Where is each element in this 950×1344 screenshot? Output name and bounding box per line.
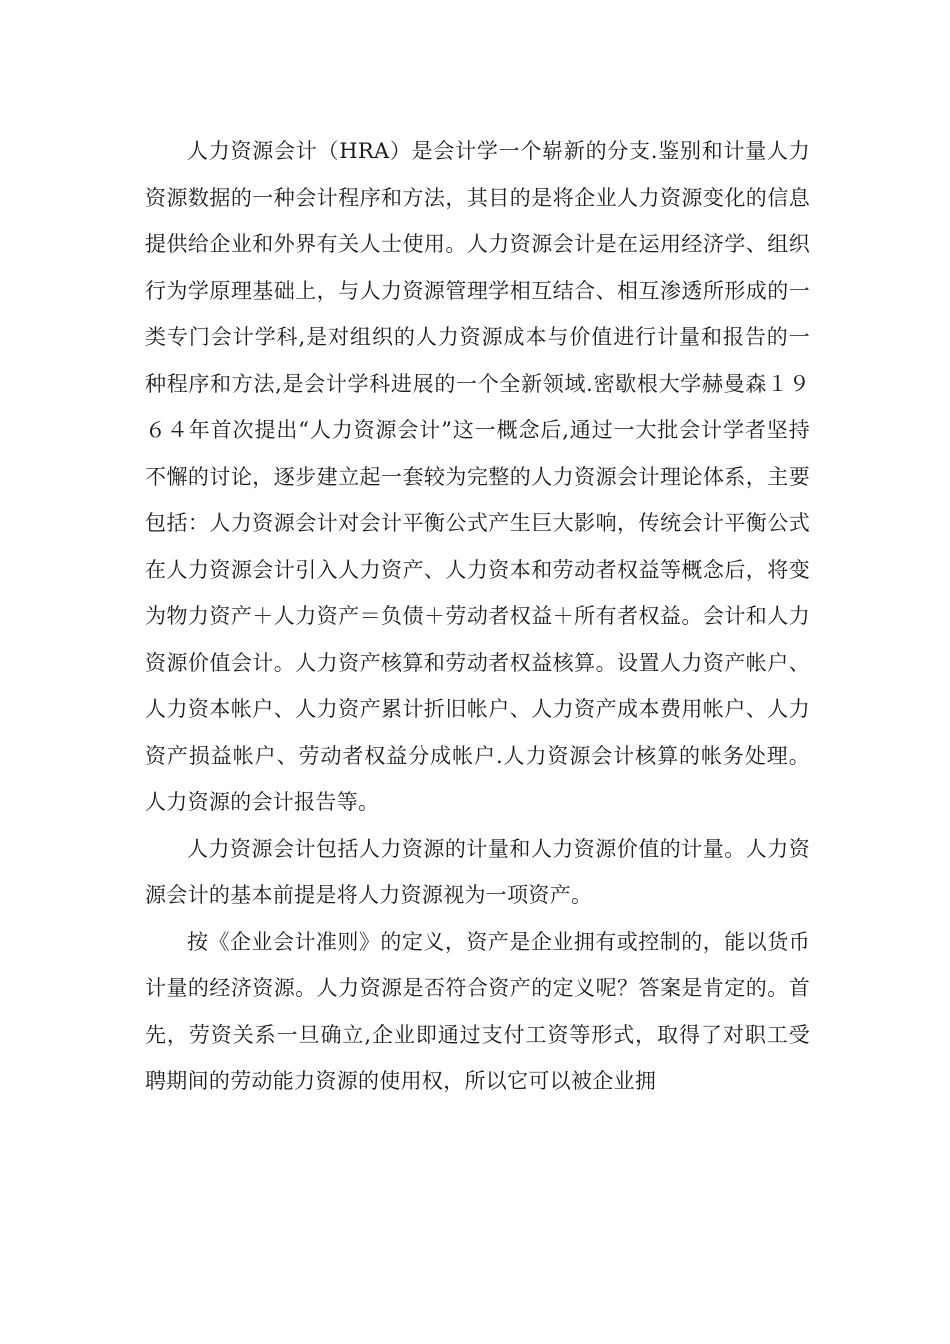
paragraph-hra-scope: 人力资源会计包括人力资源的计量和人力资源价值的计量。人力资源会计的基本前提是将人力资源视为一项资产。 xyxy=(145,836,810,907)
paragraph-hra-definition: 人力资源会计（HRA）是会计学一个崭新的分支.鉴别和计量人力资源数据的一种会计程序和方法，其目的是将企业人力资源变化的信息提供给企业和外界有关人士使用。人力资源会计是在运用经济学、组织行为学原理基础上，与人力资源管理学相互结合、相互渗透所形成的一类专门会计学科,是对组织的人力资源成本与价值进行计量和报告的一种程序和方法,是会计学科进展的一个全新领域.密歇根大学赫曼森１９６４年首次提出“人力资源会计”这一概念后,通过一大批会计学者坚持不懈的讨论，逐步建立起一套较为完整的人力资源会计理论体系，主要包括：人力资源会计对会计平衡公式产生巨大影响，传统会计平衡公式在人力资源会计引入人力资产、人力资本和劳动者权益等概念后，将变为物力资产＋人力资产＝负债＋劳动者权益＋所有者权益。会计和人力资源价值会计。人力资产核算和劳动者权益核算。设置人力资产帐户、人力资本帐户、人力资产累计折旧帐户、人力资产成本费用帐户、人力资产损益帐户、劳动者权益分成帐户.人力资源会计核算的帐务处理。人力资源的会计报告等。 xyxy=(145,139,810,814)
paragraph-asset-definition: 按《企业会计准则》的定义，资产是企业拥有或控制的，能以货币计量的经济资源。人力资源是否符合资产的定义呢？答案是肯定的。首先，劳资关系一旦确立,企业即通过支付工资等形式，取得了对职工受聘期间的劳动能力资源的使用权，所以它可以被企业拥 xyxy=(145,929,810,1093)
document-body xyxy=(145,128,810,1105)
